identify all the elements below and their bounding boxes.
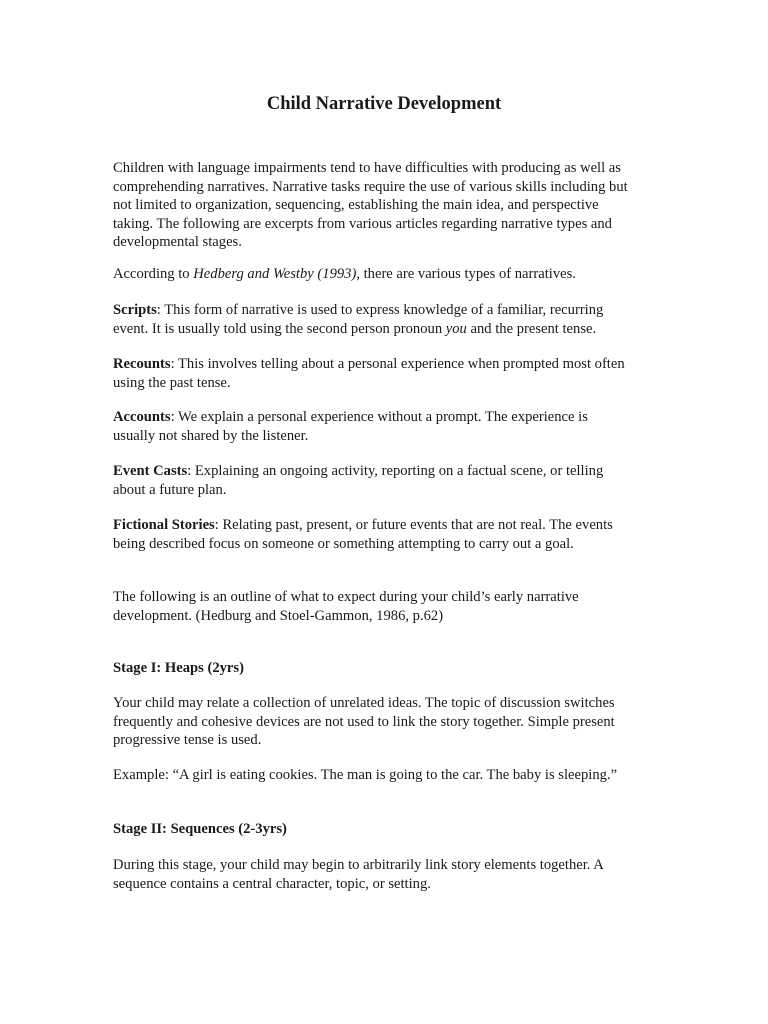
intro-line: comprehending narratives. Narrative tasks require the use of various skills including but bbox=[113, 178, 628, 195]
scripts-text: and the present tense. bbox=[466, 320, 597, 337]
intro-line: Children with language impairments tend to have difficulties with producing as well as bbox=[113, 160, 621, 176]
fictional-stories-paragraph bbox=[113, 516, 653, 553]
accounts-paragraph bbox=[113, 408, 653, 445]
stage-1-heading: Stage I: Heaps (2yrs) bbox=[113, 660, 244, 676]
event-casts-line: about a future plan. bbox=[113, 481, 227, 498]
scripts-line bbox=[113, 320, 653, 339]
scripts-text: event. It is usually told using the second person pronoun bbox=[113, 320, 446, 337]
recounts-line bbox=[113, 355, 653, 374]
stage-2-heading: Stage II: Sequences (2-3yrs) bbox=[113, 821, 287, 837]
event-casts-term: Event Casts bbox=[113, 463, 188, 479]
event-casts-line bbox=[113, 462, 653, 481]
fictional-line: being described focus on someone or something attempting to carry out a goal. bbox=[113, 535, 574, 552]
event-casts-text: : Explaining an ongoing activity, reporting on a factual scene, or telling bbox=[187, 463, 604, 479]
accounts-text: : We explain a personal experience without a prompt. The experience is bbox=[170, 409, 588, 425]
according-line bbox=[113, 265, 653, 284]
stage-1-line: Your child may relate a collection of unrelated ideas. The topic of discussion switches bbox=[113, 695, 615, 711]
accounts-line bbox=[113, 408, 653, 427]
stage-1-example: Example: “A girl is eating cookies. The man is going to the car. The baby is sleeping.” bbox=[113, 767, 618, 783]
recounts-line: using the past tense. bbox=[113, 374, 231, 391]
scripts-term: Scripts bbox=[113, 302, 157, 318]
fictional-line bbox=[113, 516, 653, 535]
according-paragraph bbox=[113, 265, 653, 284]
accounts-line: usually not shared by the listener. bbox=[113, 427, 309, 444]
recounts-text: : This involves telling about a personal experience when prompted most often bbox=[170, 356, 625, 372]
according-post: there are various types of narratives. bbox=[359, 266, 576, 282]
citation: Hedberg and Westby (1993), bbox=[193, 266, 360, 282]
stage-2-paragraph bbox=[113, 856, 653, 893]
stage-2-line: During this stage, your child may begin to arbitrarily link story elements together. A bbox=[113, 857, 604, 873]
accounts-term: Accounts bbox=[113, 409, 171, 425]
according-pre: According to bbox=[113, 266, 194, 282]
recounts-term: Recounts bbox=[113, 356, 171, 372]
intro-line: developmental stages. bbox=[113, 234, 242, 251]
scripts-text: : This form of narrative is used to express knowledge of a familiar, recurring bbox=[156, 302, 604, 318]
scripts-emphasis: you bbox=[445, 320, 467, 337]
page-title: Child Narrative Development bbox=[266, 94, 502, 114]
fictional-text: : Relating past, present, or future events that are not real. The events bbox=[214, 517, 613, 533]
outline-line: The following is an outline of what to expect during your child’s early narrative bbox=[113, 589, 579, 605]
outline-line: development. (Hedburg and Stoel-Gammon, 1986, p.62) bbox=[113, 607, 444, 624]
scripts-paragraph bbox=[113, 301, 653, 338]
intro-line: not limited to organization, sequencing, establishing the main idea, and perspective bbox=[113, 197, 599, 214]
outline-paragraph bbox=[113, 588, 653, 625]
scripts-line bbox=[113, 301, 653, 320]
recounts-paragraph bbox=[113, 355, 653, 392]
fictional-term: Fictional Stories bbox=[113, 517, 215, 533]
intro-line: taking. The following are excerpts from various articles regarding narrative types and bbox=[113, 215, 612, 232]
event-casts-paragraph bbox=[113, 462, 653, 499]
intro-paragraph bbox=[113, 159, 653, 252]
stage-1-paragraph bbox=[113, 694, 653, 750]
stage-1-line: progressive tense is used. bbox=[113, 732, 262, 749]
stage-1-line: frequently and cohesive devices are not used to link the story together. Simple present bbox=[113, 713, 615, 730]
stage-2-line: sequence contains a central character, topic, or setting. bbox=[113, 875, 431, 892]
